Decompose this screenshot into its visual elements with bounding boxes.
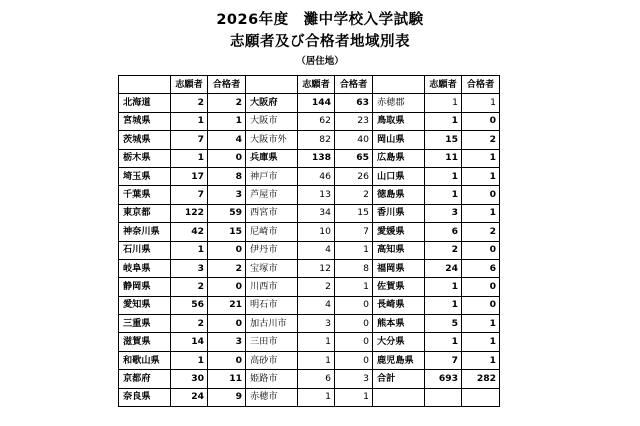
passed-cell: 8 — [335, 259, 373, 277]
region-name-cell: 神戸市 — [246, 167, 298, 185]
applicants-cell: 4 — [298, 241, 335, 259]
applicants-cell: 2 — [298, 278, 335, 296]
applicants-cell: 144 — [298, 94, 335, 112]
applicants-cell: 15 — [425, 131, 462, 149]
region-name-cell: 滋賀県 — [119, 333, 171, 351]
passed-cell: 0 — [462, 186, 500, 204]
passed-cell: 0 — [208, 315, 246, 333]
region-name-cell: 静岡県 — [119, 278, 171, 296]
header-passed: 合格者 — [462, 76, 500, 94]
region-name-cell: 千葉県 — [119, 186, 171, 204]
applicants-cell: 10 — [298, 223, 335, 241]
region-name-cell: 大阪市外 — [246, 131, 298, 149]
region-name-cell: 鹿児島県 — [373, 351, 425, 369]
applicants-cell: 7 — [171, 131, 208, 149]
table-row — [119, 296, 500, 314]
applicants-cell: 4 — [298, 296, 335, 314]
applicants-cell: 2 — [171, 315, 208, 333]
passed-cell: 15 — [335, 204, 373, 222]
header-applicants: 志願者 — [171, 76, 208, 94]
applicants-cell: 1 — [298, 333, 335, 351]
header-passed: 合格者 — [335, 76, 373, 94]
region-name-cell: 岡山県 — [373, 131, 425, 149]
region-name-cell: 埼玉県 — [119, 167, 171, 185]
document-note: （居住地） — [296, 56, 344, 67]
region-name-cell: 徳島県 — [373, 186, 425, 204]
table-row — [119, 223, 500, 241]
applicants-cell: 693 — [425, 370, 462, 388]
passed-cell: 3 — [208, 333, 246, 351]
applicants-cell: 17 — [171, 167, 208, 185]
passed-cell: 21 — [208, 296, 246, 314]
passed-cell: 1 — [335, 388, 373, 406]
region-name-cell: 奈良県 — [119, 388, 171, 406]
passed-cell: 0 — [208, 278, 246, 296]
region-table — [118, 75, 500, 407]
applicants-cell: 138 — [298, 149, 335, 167]
document-subtitle: 志願者及び合格者地域別表 — [230, 34, 410, 50]
applicants-cell: 82 — [298, 131, 335, 149]
table-row — [119, 241, 500, 259]
passed-cell: 1 — [462, 167, 500, 185]
table-row — [119, 259, 500, 277]
applicants-cell: 34 — [298, 204, 335, 222]
passed-cell: 0 — [208, 351, 246, 369]
region-name-cell: 愛知県 — [119, 296, 171, 314]
applicants-cell: 2 — [171, 278, 208, 296]
applicants-cell: 42 — [171, 223, 208, 241]
region-name-cell: 高知県 — [373, 241, 425, 259]
passed-cell: 282 — [462, 370, 500, 388]
header-blank-cell — [119, 76, 171, 94]
region-name-cell: 京都府 — [119, 370, 171, 388]
passed-cell: 0 — [335, 333, 373, 351]
passed-cell: 63 — [335, 94, 373, 112]
applicants-cell: 1 — [171, 351, 208, 369]
region-name-cell: 栃木県 — [119, 149, 171, 167]
passed-cell: 65 — [335, 149, 373, 167]
passed-cell: 3 — [335, 370, 373, 388]
region-name-cell: 三田市 — [246, 333, 298, 351]
region-name-cell: 石川県 — [119, 241, 171, 259]
applicants-cell: 7 — [425, 351, 462, 369]
passed-cell: 59 — [208, 204, 246, 222]
header-row — [119, 76, 500, 94]
region-name-cell: 大分県 — [373, 333, 425, 351]
applicants-cell: 24 — [425, 259, 462, 277]
table-row — [119, 351, 500, 369]
table-row — [119, 278, 500, 296]
region-name-cell: 宮城県 — [119, 112, 171, 130]
table-row — [119, 149, 500, 167]
passed-cell: 0 — [335, 296, 373, 314]
region-name-cell: 岐阜県 — [119, 259, 171, 277]
passed-cell: 0 — [335, 315, 373, 333]
passed-cell: 8 — [208, 167, 246, 185]
table-row — [119, 204, 500, 222]
region-name-cell: 合計 — [373, 370, 425, 388]
region-name-cell: 山口県 — [373, 167, 425, 185]
region-name-cell: 広島県 — [373, 149, 425, 167]
passed-cell: 1 — [462, 94, 500, 112]
applicants-cell: 24 — [171, 388, 208, 406]
passed-cell: 26 — [335, 167, 373, 185]
passed-cell: 1 — [462, 351, 500, 369]
passed-cell: 1 — [335, 241, 373, 259]
region-name-cell: 西宮市 — [246, 204, 298, 222]
applicants-cell: 6 — [298, 370, 335, 388]
region-name-cell: 愛媛県 — [373, 223, 425, 241]
passed-cell: 0 — [462, 278, 500, 296]
passed-cell: 2 — [335, 186, 373, 204]
applicants-cell: 5 — [425, 315, 462, 333]
table-row — [119, 131, 500, 149]
applicants-cell: 1 — [425, 186, 462, 204]
region-name-cell: 赤穂郡 — [373, 94, 425, 112]
applicants-cell: 1 — [298, 351, 335, 369]
passed-cell: 2 — [462, 223, 500, 241]
passed-cell: 11 — [208, 370, 246, 388]
applicants-cell: 1 — [298, 388, 335, 406]
applicants-cell: 1 — [425, 296, 462, 314]
applicants-cell: 1 — [425, 278, 462, 296]
passed-cell: 15 — [208, 223, 246, 241]
passed-cell: 2 — [462, 131, 500, 149]
passed-cell: 23 — [335, 112, 373, 130]
applicants-cell: 1 — [425, 94, 462, 112]
applicants-cell: 2 — [171, 94, 208, 112]
applicants-cell: 1 — [425, 333, 462, 351]
region-name-cell: 加古川市 — [246, 315, 298, 333]
region-name-cell: 北海道 — [119, 94, 171, 112]
table-row — [119, 167, 500, 185]
passed-cell: 2 — [208, 94, 246, 112]
region-name-cell: 芦屋市 — [246, 186, 298, 204]
region-name-cell: 鳥取県 — [373, 112, 425, 130]
region-name-cell: 福岡県 — [373, 259, 425, 277]
applicants-cell — [425, 388, 462, 406]
region-name-cell: 尼崎市 — [246, 223, 298, 241]
applicants-cell: 46 — [298, 167, 335, 185]
passed-cell: 1 — [335, 278, 373, 296]
applicants-cell: 1 — [425, 167, 462, 185]
header-passed: 合格者 — [208, 76, 246, 94]
table-row — [119, 112, 500, 130]
applicants-cell: 13 — [298, 186, 335, 204]
region-name-cell: 川西市 — [246, 278, 298, 296]
passed-cell: 4 — [208, 131, 246, 149]
region-name-cell: 三重県 — [119, 315, 171, 333]
passed-cell: 6 — [462, 259, 500, 277]
passed-cell — [462, 388, 500, 406]
header-applicants: 志願者 — [298, 76, 335, 94]
region-name-cell: 大阪府 — [246, 94, 298, 112]
applicants-cell: 3 — [298, 315, 335, 333]
passed-cell: 1 — [462, 204, 500, 222]
region-name-cell: 宝塚市 — [246, 259, 298, 277]
passed-cell: 9 — [208, 388, 246, 406]
applicants-cell: 2 — [425, 241, 462, 259]
passed-cell: 1 — [462, 315, 500, 333]
applicants-cell: 30 — [171, 370, 208, 388]
passed-cell: 1 — [208, 112, 246, 130]
region-name-cell: 神奈川県 — [119, 223, 171, 241]
applicants-cell: 122 — [171, 204, 208, 222]
region-name-cell: 香川県 — [373, 204, 425, 222]
table-row — [119, 315, 500, 333]
passed-cell: 1 — [462, 149, 500, 167]
passed-cell: 0 — [462, 296, 500, 314]
passed-cell: 2 — [208, 259, 246, 277]
region-name-cell: 大阪市 — [246, 112, 298, 130]
applicants-cell: 1 — [425, 112, 462, 130]
passed-cell: 0 — [208, 241, 246, 259]
passed-cell: 0 — [462, 112, 500, 130]
table-row — [119, 388, 500, 406]
passed-cell: 0 — [335, 351, 373, 369]
region-name-cell — [373, 388, 425, 406]
region-name-cell: 赤穂市 — [246, 388, 298, 406]
passed-cell: 0 — [208, 149, 246, 167]
region-name-cell: 高砂市 — [246, 351, 298, 369]
applicants-cell: 1 — [171, 112, 208, 130]
passed-cell: 3 — [208, 186, 246, 204]
region-name-cell: 熊本県 — [373, 315, 425, 333]
region-name-cell: 長崎県 — [373, 296, 425, 314]
applicants-cell: 62 — [298, 112, 335, 130]
applicants-cell: 11 — [425, 149, 462, 167]
applicants-cell: 7 — [171, 186, 208, 204]
header-blank-cell — [246, 76, 298, 94]
applicants-cell: 3 — [171, 259, 208, 277]
table-row — [119, 370, 500, 388]
passed-cell: 40 — [335, 131, 373, 149]
region-name-cell: 姫路市 — [246, 370, 298, 388]
applicants-cell: 6 — [425, 223, 462, 241]
applicants-cell: 1 — [171, 149, 208, 167]
table-row — [119, 333, 500, 351]
header-blank-cell — [373, 76, 425, 94]
applicants-cell: 1 — [171, 241, 208, 259]
passed-cell: 7 — [335, 223, 373, 241]
passed-cell: 0 — [462, 241, 500, 259]
region-name-cell: 和歌山県 — [119, 351, 171, 369]
region-name-cell: 伊丹市 — [246, 241, 298, 259]
region-name-cell: 東京都 — [119, 204, 171, 222]
passed-cell: 1 — [462, 333, 500, 351]
applicants-cell: 14 — [171, 333, 208, 351]
applicants-cell: 3 — [425, 204, 462, 222]
region-name-cell: 兵庫県 — [246, 149, 298, 167]
applicants-cell: 56 — [171, 296, 208, 314]
header-applicants: 志願者 — [425, 76, 462, 94]
region-name-cell: 茨城県 — [119, 131, 171, 149]
table-row — [119, 186, 500, 204]
table-row — [119, 94, 500, 112]
region-name-cell: 佐賀県 — [373, 278, 425, 296]
document-title: 2026年度 灘中学校入学試験 — [216, 12, 424, 28]
region-name-cell: 明石市 — [246, 296, 298, 314]
applicants-cell: 12 — [298, 259, 335, 277]
